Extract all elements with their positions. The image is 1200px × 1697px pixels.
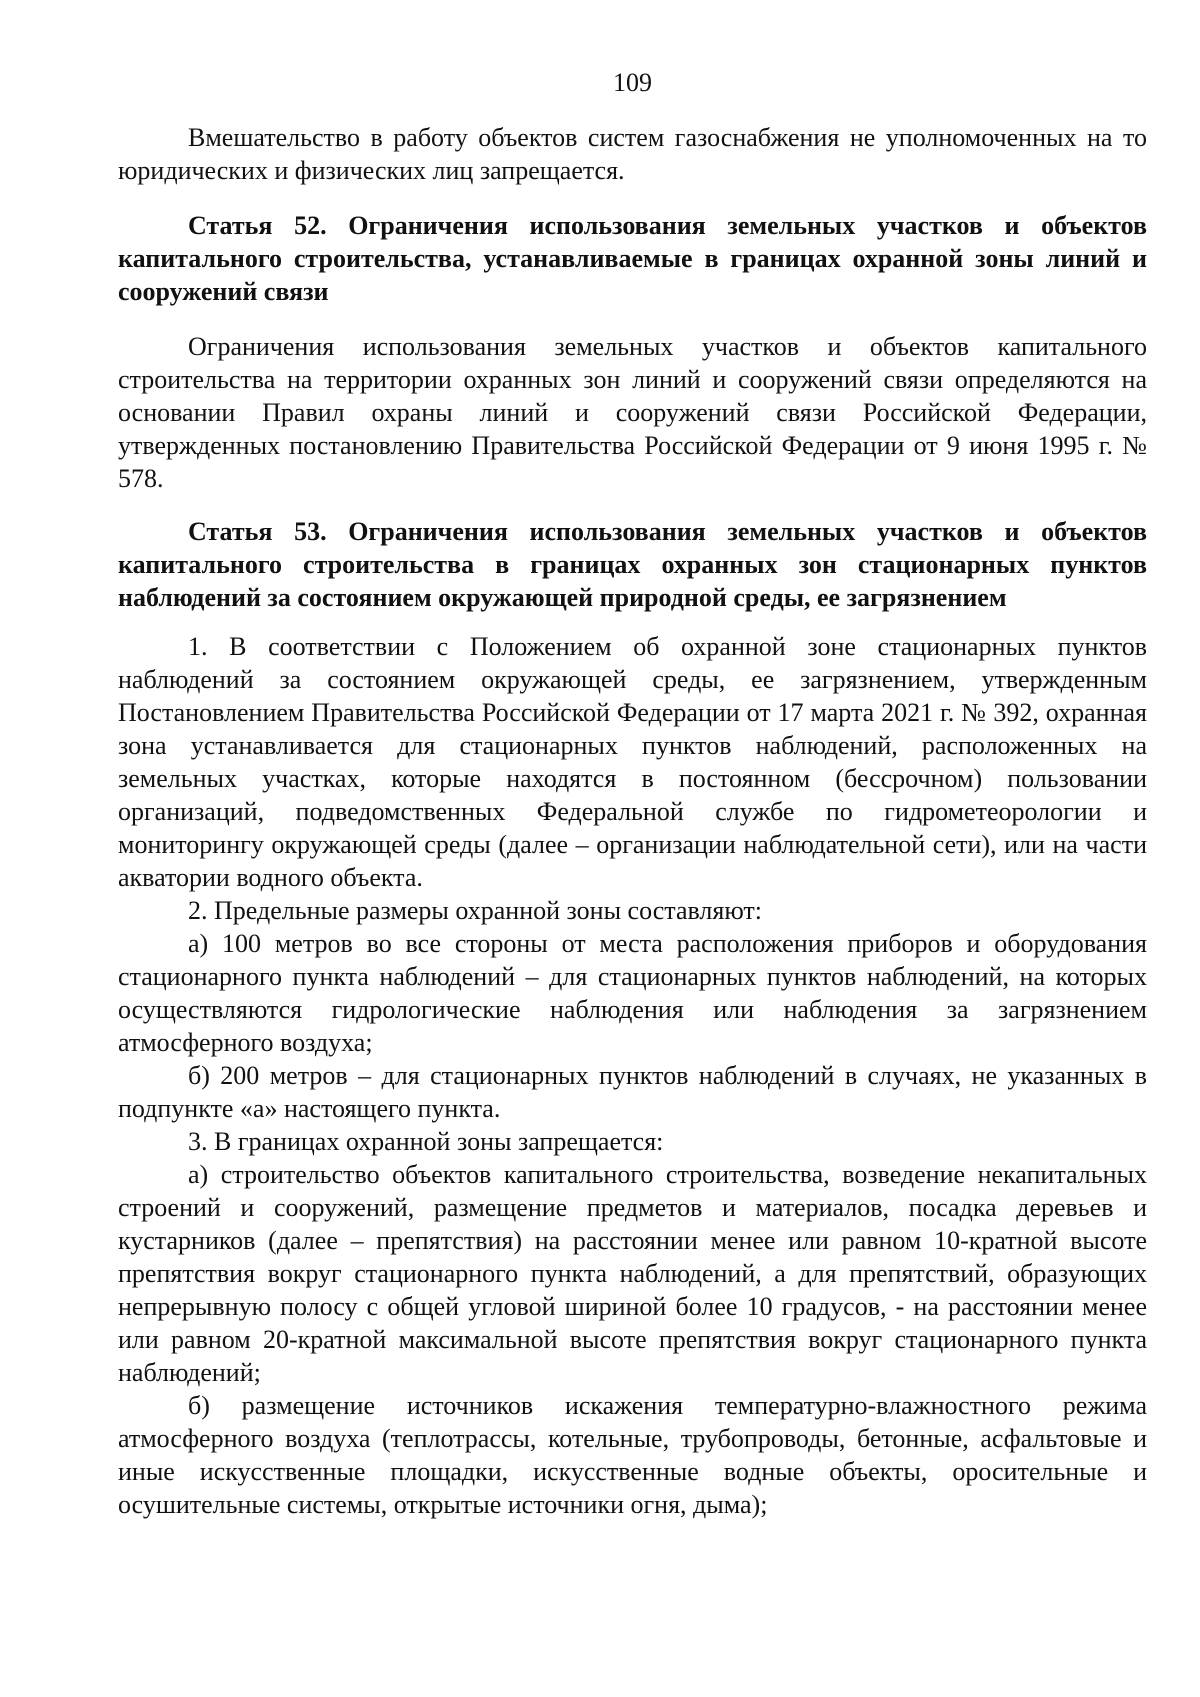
article-53-clause-3a: а) строительство объектов капитального строительства, возведение некапитальных строений и сооружений, размещение предметов и материалов, посадка деревьев и кустарников (далее – препятствия) на расстоянии менее или равном 10-кратной высоте препятствия вокруг стационарного пункта наблюдений, а для препятствий, образующих непрерывную полосу с общей угловой шириной более 10 градусов, - на расстоянии менее или равном 20-кратной максимальной высоте препятствия вокруг стационарного пункта наблюдений;	[118, 1160, 1147, 1387]
article-53-clause-2b: б) 200 метров – для стационарных пунктов наблюдений в случаях, не указанных в подпункте «а» настоящего пункта.	[118, 1061, 1147, 1123]
article-52-heading: Статья 52. Ограничения использования земельных участков и объектов капитального строительства, устанавливаемые в границах охранной зоны линий и сооружений связи	[118, 211, 1147, 306]
article-53-clause-2: 2. Предельные размеры охранной зоны составляют:	[188, 896, 763, 925]
article-52-text: Ограничения использования земельных участков и объектов капитального строительства на территории охранных зон линий и сооружений связи определяются на основании Правил охраны линий и сооружений связи Российской Федерации, утвержденных постановлению Правительства Российской Федерации от 9 июня 1995 г. № 578.	[118, 332, 1147, 493]
article-53-clause-3b: б) размещение источников искажения температурно-влажностного режима атмосферного воздуха (теплотрассы, котельные, трубопроводы, бетонные, асфальтовые и иные искусственные площадки, искусственные водные объекты, оросительные и осушительные системы, открытые источники огня, дыма);	[118, 1391, 1147, 1519]
article-53-clause-3: 3. В границах охранной зоны запрещается:	[188, 1127, 664, 1156]
article-53-clause-1: 1. В соответствии с Положением об охранной зоне стационарных пунктов наблюдений за состоянием окружающей среды, ее загрязнением, утвержденным Постановлением Правительства Российской Федерации от 17 марта 2021 г. № 392, охранная зона устанавливается для стационарных пунктов наблюдений, расположенных на земельных участках, которые находятся в постоянном (бессрочном) пользовании организаций, подведомственных Федеральной службе по гидрометеорологии и мониторингу окружающей среды (далее – организации наблюдательной сети), или на части акватории водного объекта.	[118, 632, 1147, 892]
page-number: 109	[613, 68, 652, 97]
article-53-heading: Статья 53. Ограничения использования земельных участков и объектов капитального строительства в границах охранных зон стационарных пунктов наблюдений за состоянием окружающей природной среды, ее загрязнением	[118, 517, 1147, 612]
article-53-clause-2a: а) 100 метров во все стороны от места расположения приборов и оборудования стационарного пункта наблюдений – для стационарных пунктов наблюдений, на которых осуществляются гидрологические наблюдения или наблюдения за загрязнением атмосферного воздуха;	[118, 929, 1147, 1057]
intro-paragraph: Вмешательство в работу объектов систем газоснабжения не уполномоченных на то юридических и физических лиц запрещается.	[118, 123, 1147, 185]
